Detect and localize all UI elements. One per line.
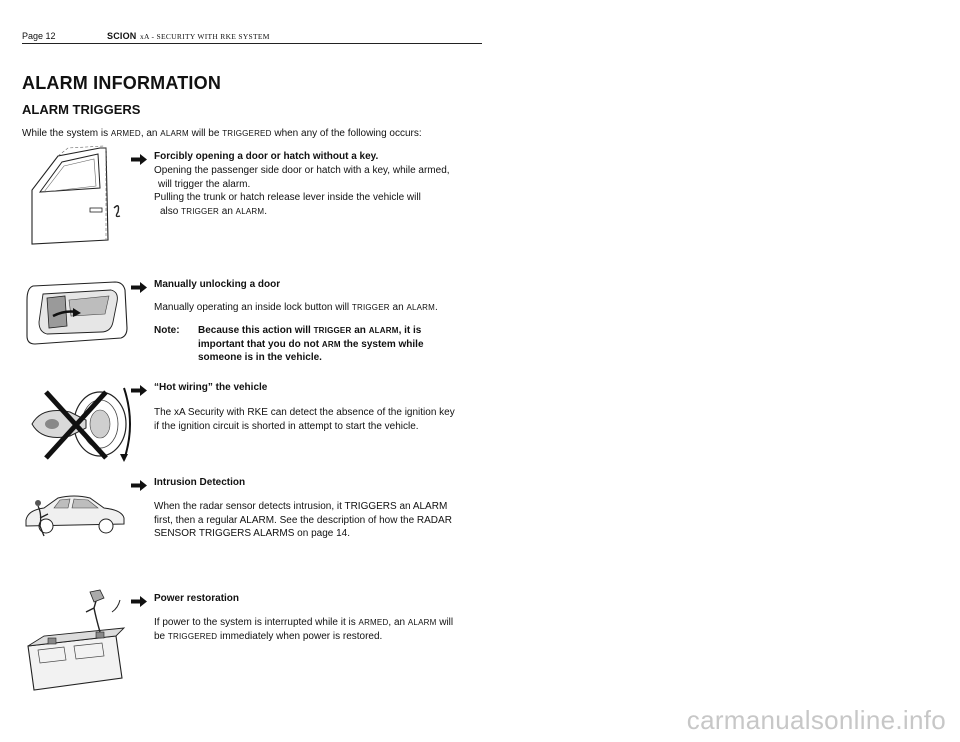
battery-illustration	[24, 588, 128, 694]
item-body: When the radar sensor detects intrusion, it TRIGGERS an ALARM first, then a regular ALARM. See the description of how the RADAR SENSOR TRIGGERS ALARMS on page 14.	[154, 501, 452, 539]
watermark: carmanualsonline.info	[686, 705, 946, 735]
item-body: Manually operating an inside lock button will TRIGGER an ALARM.	[154, 302, 438, 313]
section-title: ALARM TRIGGERS	[22, 102, 141, 117]
item-body: The xA Security with RKE can detect the absence of the ignition key if the ignition circuit is shorted in attempt to start the vehicle.	[154, 407, 455, 432]
car-intrusion-illustration	[24, 490, 128, 540]
arrow-right-icon	[131, 282, 147, 293]
item-title: Forcibly opening a door or hatch without a key.	[154, 151, 379, 162]
item-title: “Hot wiring” the vehicle	[154, 382, 268, 393]
arrow-right-icon	[131, 385, 147, 396]
item-title: Intrusion Detection	[154, 477, 246, 488]
item-title: Manually unlocking a door	[154, 279, 281, 290]
door-handle-illustration	[25, 280, 129, 348]
page-number: Page 12	[22, 31, 56, 41]
arrow-right-icon	[131, 480, 147, 491]
header-subtitle: xA - SECURITY WITH RKE SYSTEM	[140, 32, 270, 41]
item-body: Opening the passenger side door or hatch with a key, while armed, will trigger the alarm. Pulling the trunk or hatch release lever inside the vehicle will also TRIGGER an ALARM.	[154, 165, 450, 217]
arrow-right-icon	[131, 596, 147, 607]
item-body: If power to the system is interrupted while it is ARMED, an ALARM will be TRIGGERED immediately when power is restored.	[154, 617, 454, 642]
note-label: Note:	[154, 325, 180, 336]
arrow-right-icon	[131, 154, 147, 165]
page-title: ALARM INFORMATION	[22, 73, 222, 93]
item-title: Power restoration	[154, 593, 240, 604]
ignition-key-illustration	[28, 380, 132, 464]
brand-name: SCION	[107, 31, 137, 41]
page-header	[22, 31, 482, 44]
intro-text: While the system is ARMED, an ALARM will be TRIGGERED when any of the following occurs:	[22, 128, 422, 139]
car-door-illustration	[28, 144, 136, 250]
